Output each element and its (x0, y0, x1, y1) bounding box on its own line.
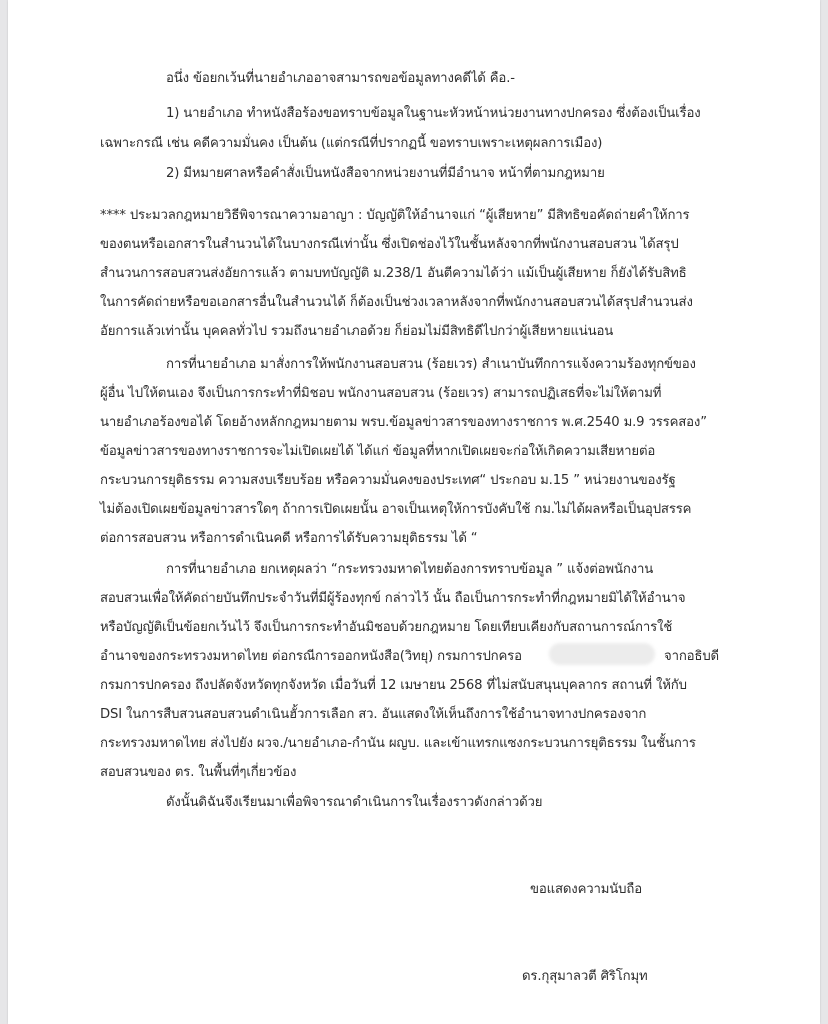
paragraph-1-line: ต่อการสอบสวน หรือการดำเนินคดี หรือการได้รับความยุติธรรม ได้ “ (100, 531, 478, 546)
note-line: สำนวนการสอบสวนส่งอัยการแล้ว ตามบทบัญญัติ ม.238/1 อันตีความได้ว่า แม้เป็นผู้เสียหาย ก็ยังได้รับสิทธิ (100, 266, 687, 281)
paragraph-1-line: กระบวนการยุติธรรม ความสงบเรียบร้อย หรือความมั่นคงของประเทศ“ ประกอบ ม.15 ” หน่วยงานของรัฐ (100, 473, 676, 488)
redacted-text-blur (549, 643, 655, 665)
exception-item-1-line-1: 1) นายอำเภอ ทำหนังสือร้องขอทราบข้อมูลในฐานะหัวหน้าหน่วยงานทางปกครอง ซึ่งต้องเป็นเรื่อง (166, 106, 701, 121)
note-line: อัยการแล้วเท่านั้น บุคคลทั่วไป รวมถึงนายอำเภอด้วย ก็ย่อมไม่มีสิทธิดีไปกว่าผู้เสียหายแน่นอน (100, 324, 614, 339)
note-line: **** ประมวลกฎหมายวิธีพิจารณาความอาญา : บัญญัติให้อำนาจแก่ “ผู้เสียหาย” มีสิทธิขอคัดถ่ายคำให้การ (100, 208, 690, 223)
paragraph-2-line-4-tail: จากอธิบดี (664, 649, 719, 664)
closing-statement: ดังนั้นดิฉันจึงเรียนมาเพื่อพิจารณาดำเนินการในเรื่องราวดังกล่าวด้วย (166, 795, 543, 810)
exception-item-1-line-2: เฉพาะกรณี เช่น คดีความมั่นคง เป็นต้น (แต่กรณีที่ปรากฏนี้ ขอทราบเพราะเหตุผลการเมือง) (100, 136, 603, 151)
paragraph-1-line: ข้อมูลข่าวสารของทางราชการจะไม่เปิดเผยได้ ได้แก่ ข้อมูลที่หากเปิดเผยจะก่อให้เกิดความเสียหายต่อ (100, 444, 656, 459)
paragraph-2-line: DSI ในการสืบสวนสอบสวนดำเนินฮั้วการเลือก สว. อันแสดงให้เห็นถึงการใช้อำนาจทางปกครองจาก (100, 707, 647, 722)
note-line: ของตนหรือเอกสารในสำนวนได้ในบางกรณีเท่านั้น ซึ่งเปิดช่องไว้ในชั้นหลังจากที่พนักงานสอบสวน ได้สรุป (100, 237, 679, 252)
paragraph-2-line: กระทรวงมหาดไทย ส่งไปยัง ผวจ./นายอำเภอ-กำนัน ผญบ. และเข้าแทรกแซงกระบวนการยุติธรรม ในชั้นการ (100, 736, 696, 751)
signature-name: ดร.กุสุมาลวตี ศิริโกมุท (522, 969, 648, 984)
paragraph-1-line: ผู้อื่น ไปให้ตนเอง จึงเป็นการกระทำที่มิชอบ พนักงานสอบสวน (ร้อยเวร) สามารถปฏิเสธที่จะไม่ให้ตามที่ (100, 386, 662, 401)
paragraph-2-line: การที่นายอำเภอ ยกเหตุผลว่า “กระทรวงมหาดไทยต้องการทราบข้อมูล ” แจ้งต่อพนักงาน (166, 562, 654, 577)
paragraph-2-line: สอบสวนเพื่อให้คัดถ่ายบันทึกประจำวันที่มีผู้ร้องทุกข์ กล่าวไว้ นั้น ถือเป็นการกระทำที่กฎหมายมิได้ให้อำนาจ (100, 591, 686, 606)
paragraph-2-line: อำนาจของกระทรวงมหาดไทย ต่อกรณีการออกหนังสือ(วิทยุ) กรมการปกครอ (100, 649, 522, 664)
paragraph-2-line: กรมการปกครอง ถึงปลัดจังหวัดทุกจังหวัด เมื่อวันที่ 12 เมษายน 2568 ที่ไม่สนับสนุนบุคลากร สถานที่ ให้กับ (100, 678, 687, 693)
paragraph-2-line: หรือบัญญัติเป็นข้อยกเว้นไว้ จึงเป็นการกระทำอันมิชอบด้วยกฎหมาย โดยเทียบเคียงกับสถานการณ์การใช้ (100, 620, 673, 635)
exceptions-heading: อนึ่ง ข้อยกเว้นที่นายอำเภออาจสามารถขอข้อมูลทางคดีได้ คือ.- (166, 71, 515, 86)
paragraph-1-line: การที่นายอำเภอ มาสั่งการให้พนักงานสอบสวน (ร้อยเวร) สำเนาบันทึกการแจ้งความร้องทุกข์ของ (166, 357, 696, 372)
paragraph-2-line: สอบสวนของ ตร. ในพื้นที่ๆเกี่ยวข้อง (100, 765, 297, 780)
exception-item-2: 2) มีหมายศาลหรือคำสั่งเป็นหนังสือจากหน่วยงานที่มีอำนาจ หน้าที่ตามกฎหมาย (166, 166, 605, 181)
document-page (8, 0, 820, 1024)
paragraph-1-line: ไม่ต้องเปิดเผยข้อมูลข่าวสารใดๆ ถ้าการเปิดเผยนั้น อาจเป็นเหตุให้การบังคับใช้ กม.ไม่ได้ผลหรือเป็นอุปสรรค (100, 502, 692, 517)
note-line: ในการคัดถ่ายหรือขอเอกสารอื่นในสำนวนได้ ก็ต้องเป็นช่วงเวลาหลังจากที่พนักงานสอบสวนได้สรุปสำนวนส่ง (100, 295, 693, 310)
paragraph-1-line: นายอำเภอร้องขอได้ โดยอ้างหลักกฎหมายตาม พรบ.ข้อมูลข่าวสารของทางราชการ พ.ศ.2540 ม.9 วรรคสอง” (100, 415, 707, 430)
signoff: ขอแสดงความนับถือ (530, 882, 643, 897)
